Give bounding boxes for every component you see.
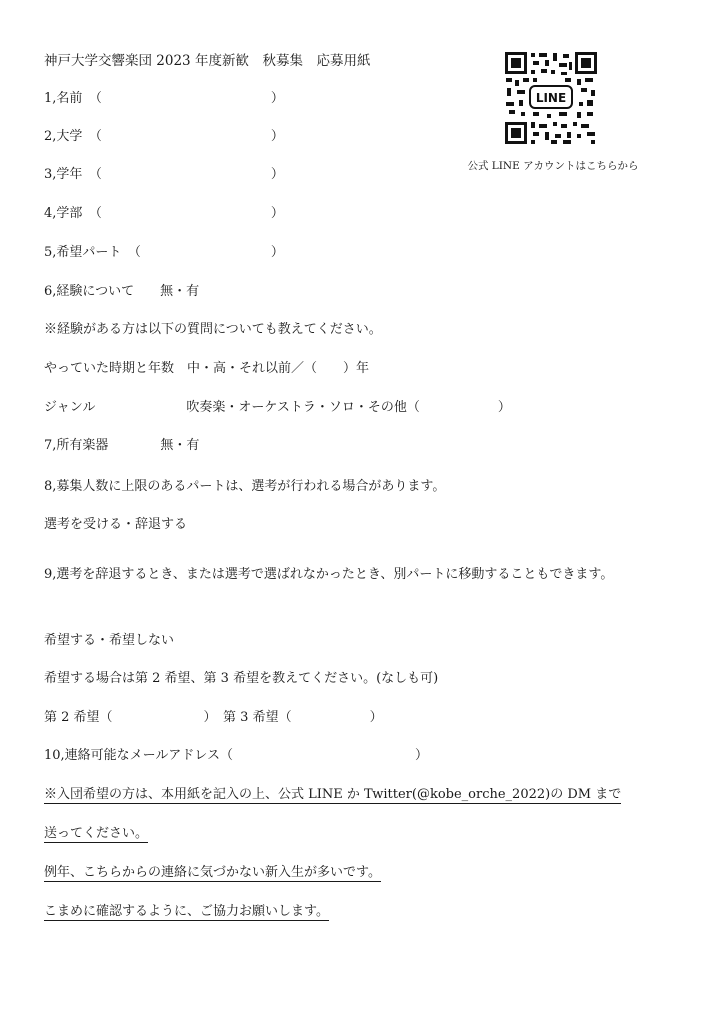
experience-note: ※経験がある方は以下の質問についても教えてください。 bbox=[44, 322, 382, 337]
notice-line-1-wrap bbox=[44, 786, 621, 804]
instrument-choice[interactable]: 7,所有楽器 無・有 bbox=[44, 438, 200, 453]
notice-line-4: こまめに確認するように、ご協力お願いします。 bbox=[44, 904, 329, 919]
name-field[interactable]: 1,名前 （ ） bbox=[44, 91, 284, 106]
grade-field[interactable]: 3,学年 （ ） bbox=[44, 167, 284, 182]
move-choice[interactable]: 希望する・希望しない bbox=[44, 633, 175, 648]
faculty-field[interactable]: 4,学部 （ ） bbox=[44, 206, 284, 221]
move-note: 9,選考を辞退するとき、または選考で選ばれなかったとき、別パートに移動することもできます。 bbox=[44, 567, 614, 582]
notice-line-3: 例年、こちらからの連絡に気づかない新入生が多いです。 bbox=[44, 865, 381, 880]
qr-caption: 公式 LINE アカウントはこちらから bbox=[467, 160, 639, 172]
university-field[interactable]: 2,大学 （ ） bbox=[44, 129, 284, 144]
notice-line-2-wrap bbox=[44, 825, 148, 843]
qr-logo-text: LINE bbox=[535, 91, 567, 105]
email-field[interactable]: 10,連絡可能なメールアドレス（ ） bbox=[44, 748, 429, 763]
notice-line-2: 送ってください。 bbox=[44, 826, 149, 841]
notice-line-4-wrap bbox=[44, 903, 329, 921]
line-qr-code[interactable] bbox=[503, 50, 599, 146]
notice-line-1: ※入団希望の方は、本用紙を記入の上、公式 LINE か Twitter(@kobe_orche_2022)の DM まで bbox=[44, 787, 622, 802]
wish-fields[interactable]: 第 2 希望（ ） 第 3 希望（ ） bbox=[44, 710, 383, 725]
selection-note: 8,募集人数に上限のあるパートは、選考が行われる場合があります。 bbox=[44, 479, 446, 494]
notice-line-3-wrap bbox=[44, 864, 381, 882]
part-field[interactable]: 5,希望パート （ ） bbox=[44, 245, 284, 260]
genre-field[interactable]: ジャンル 吹奏楽・オーケストラ・ソロ・その他（ ） bbox=[44, 400, 511, 415]
experience-choice[interactable]: 6,経験について 無・有 bbox=[44, 284, 200, 299]
form-title: 神戸大学交響楽団 2023 年度新歓 秋募集 応募用紙 bbox=[44, 53, 371, 69]
selection-choice[interactable]: 選考を受ける・辞退する bbox=[44, 517, 188, 532]
period-field[interactable]: やっていた時期と年数 中・高・それ以前／（ ）年 bbox=[44, 361, 370, 376]
wish-note: 希望する場合は第 2 希望、第 3 希望を教えてください。(なしも可) bbox=[44, 671, 439, 686]
